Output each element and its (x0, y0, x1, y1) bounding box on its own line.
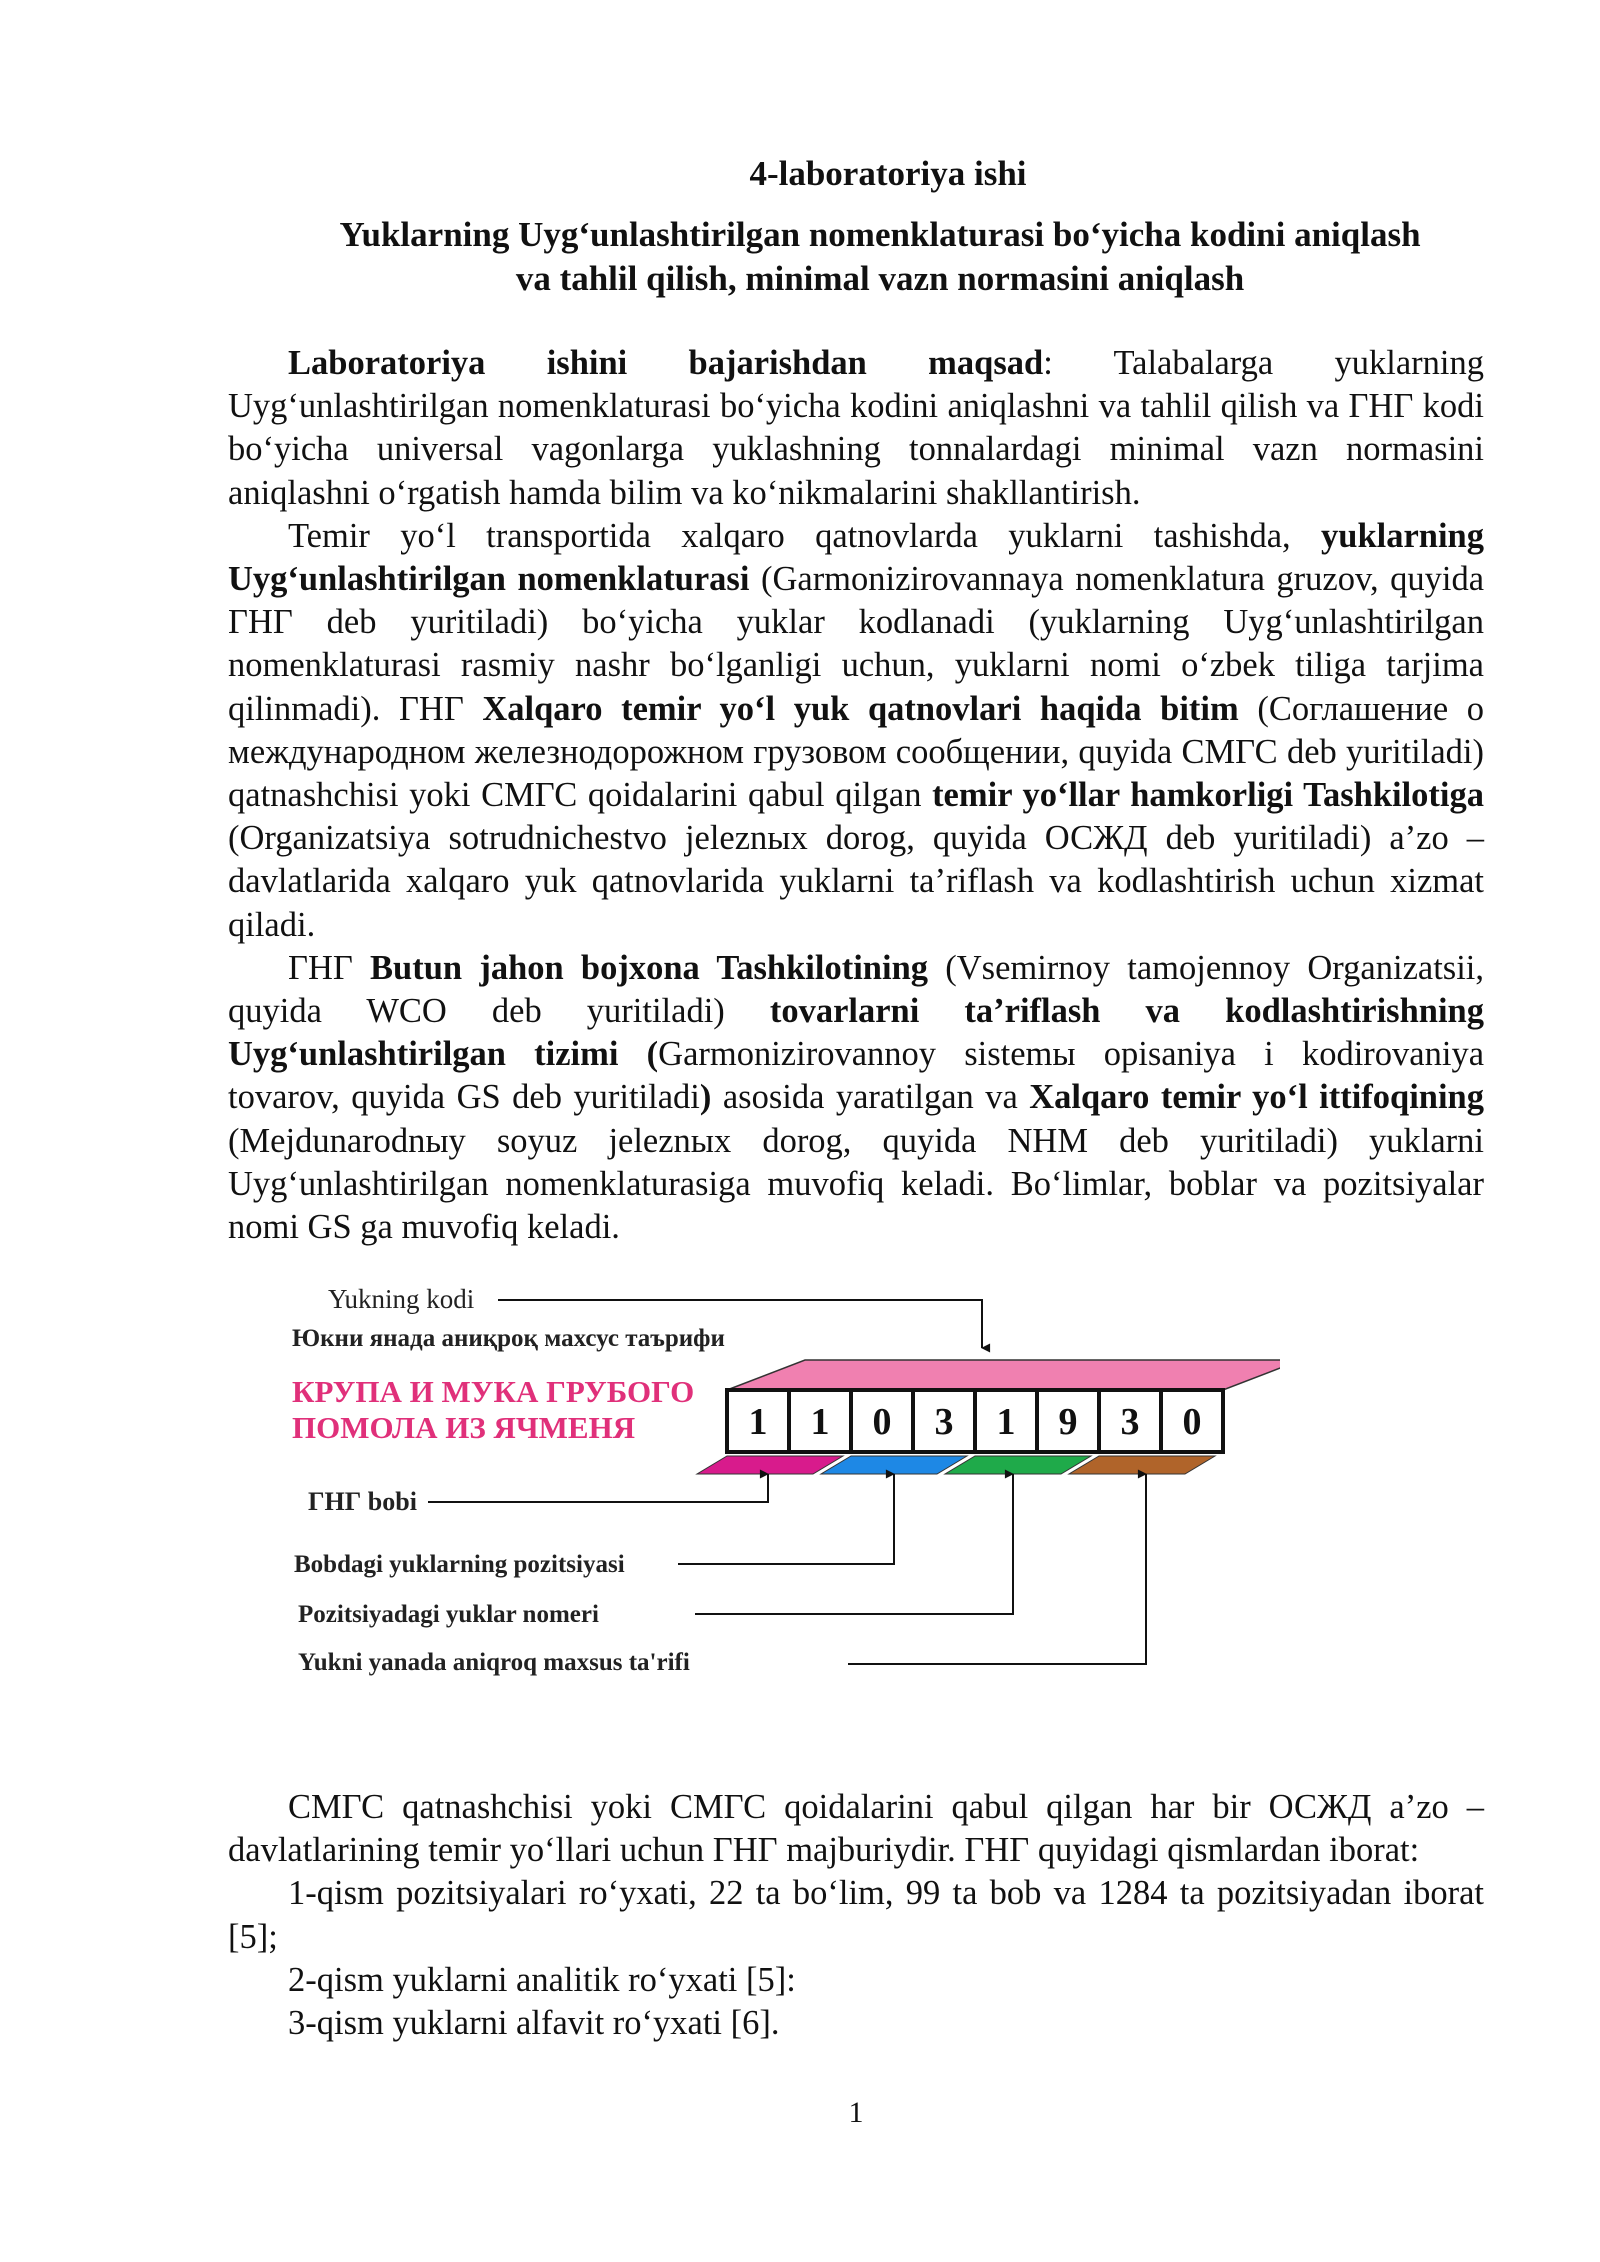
page-number: 1 (848, 2096, 864, 2129)
code-segment-1 (697, 1456, 843, 1474)
gng-text-5: (Mejdunarodnыy soyuz jeleznых dorog, quyida NHM deb yuritiladi) yuklarni Uyg‘unlashtirilgan nomenklaturasiga muvofiq keladi. Bo‘limlar, boblar va pozitsiyalar nomi GS ga muvofiq keladi. (228, 1121, 1484, 1247)
code-digit: 3 (1120, 1401, 1140, 1443)
intro-text-4: (Organizatsiya sotrudnichestvo jeleznых dorog, quyida ОСЖД deb yuritiladi) a’zo – davlatlarida xalqaro yuk qatnovlarida yuklarni ta’riflash va kodlashtirish uchun xizmat qiladi. (228, 819, 1484, 944)
code-digit: 0 (1182, 1401, 1202, 1443)
body-text-bottom (228, 1786, 1484, 2045)
code-digit: 3 (934, 1401, 954, 1443)
paragraph-goal (228, 342, 1484, 515)
list-item-3: 3-qism yuklarni alfavit ro‘yxati [6]. (288, 2004, 780, 2043)
intro-text-1: Temir yo‘l transportida xalqaro qatnovlarda yuklarni tashishda, (288, 516, 1322, 555)
label-yukning-kodi: Yukning kodi (328, 1284, 475, 1314)
list-item-1: 1-qism pozitsiyalari ro‘yxati, 22 ta bo‘lim, 99 ta bob va 1284 ta pozitsiyadan iborat [5]; (228, 1874, 1484, 1956)
paragraph-gng (228, 947, 1484, 1249)
intro-bold-3: temir yo‘llar hamkorligi Tashkilotiga (932, 776, 1484, 815)
code-digit: 1 (810, 1401, 830, 1443)
paragraph-smgs: СМГС qatnashchisi yoki СМГС qoidalarini qabul qilgan har bir ОСЖД a’zo – davlatlarining temir yo‘llari uchun ГНГ majburiydir. ГНГ quyidagi qismlardan iborat: (228, 1788, 1484, 1870)
gng-bold-1: Butun jahon bojxona Tashkilotining (370, 948, 929, 987)
arrow-bob (428, 1474, 768, 1502)
code-digit: 0 (872, 1401, 892, 1443)
arrow-tarif (848, 1474, 1146, 1664)
code-digit: 1 (996, 1401, 1016, 1443)
label-nomer: Pozitsiyadagi yuklar nomeri (298, 1601, 599, 1628)
intro-bold-1: yuklarning Uyg‘unlashtirilgan nomenklaturasi (228, 516, 1484, 599)
label-subtitle-ru: Юкни янада аниқроқ махсус таърифи (292, 1325, 725, 1352)
code-structure-diagram (280, 1278, 1280, 1708)
label-gng-bobi: ГНГ bobi (308, 1487, 417, 1516)
code-segment-4 (1069, 1456, 1215, 1474)
product-name-line-1: КРУПА И МУКА ГРУБОГО (292, 1374, 695, 1409)
code-digit: 1 (748, 1401, 768, 1443)
document-subtitle (280, 213, 1480, 301)
gng-bold-3: ) (699, 1078, 712, 1117)
code-digits (727, 1390, 1223, 1452)
code-segments (697, 1456, 1215, 1474)
document-title: 4-laboratoriya ishi (749, 154, 1027, 193)
gng-bold-2: tovarlarni ta’riflash va kodlashtirishning Uyg‘unlashtirilgan tizimi ( (228, 992, 1484, 1074)
gng-text-4: asosida yaratilgan va (711, 1078, 1030, 1117)
gng-text-2: (Vsemirnoy tamojennoy Organizatsii, quyida WCO deb yuritiladi) (228, 948, 1485, 1031)
code-segment-3 (945, 1456, 1091, 1474)
gng-text-3: Garmonizirovannoy sistemы opisaniya i kodirovaniya tovarov, quyida GS deb yuritiladi (228, 1035, 1485, 1117)
subtitle-line-2: va tahlil qilish, minimal vazn normasini aniqlash (515, 259, 1245, 298)
code-top-face (727, 1360, 1280, 1390)
goal-text: : Talabalarga yuklarning Uyg‘unlashtirilgan nomenklaturasi bo‘yicha kodini aniqlashni va tahlil qilish va ГНГ kodi bo‘yicha universal vagonlarga yuklashning tonnalardagi minimal vazn normasini aniqlashni o‘rgatish hamda bilim va ko‘nikmalarini shakllantirish. (228, 344, 1484, 512)
intro-bold-2: Xalqaro temir yo‘l yuk qatnovlari haqida bitim (482, 689, 1239, 728)
subtitle-line-1: Yuklarning Uyg‘unlashtirilgan nomenklaturasi bo‘yicha kodini aniqlash (339, 215, 1421, 254)
arrow-nomer (695, 1474, 1013, 1614)
label-pozitsiya: Bobdagi yuklarning pozitsiyasi (294, 1551, 625, 1578)
label-tarif: Yukni yanada aniqroq maxsus ta'rifi (298, 1649, 690, 1676)
body-text-top (228, 342, 1484, 1249)
goal-label: Laboratoriya ishini bajarishdan maqsad (288, 344, 1044, 382)
code-digit: 9 (1058, 1401, 1078, 1443)
gng-bold-4: Xalqaro temir yo‘l ittifoqining (1029, 1078, 1484, 1117)
list-item-2: 2-qism yuklarni analitik ro‘yxati [5]: (288, 1960, 796, 1999)
code-segment-2 (821, 1456, 967, 1474)
paragraph-intro (228, 515, 1484, 947)
product-name-line-2: ПОМОЛА ИЗ ЯЧМЕНЯ (292, 1410, 636, 1445)
intro-text-2: (Garmonizirovannaya nomenklatura gruzov, quyida ГНГ deb yuritiladi) bo‘yicha yuklar kodlanadi (yuklarning Uyg‘unlashtirilgan nomenklaturasi rasmiy nashr bo‘lganligi uchun, yuklarni nomi o‘zbek tiliga tarjima qilinmadi). ГНГ (228, 560, 1485, 728)
gng-text-1: ГНГ (288, 948, 371, 987)
intro-text-3: (Соглашение о международном железнодорожном грузовом сообщении, quyida СМГС deb yuritiladi) qatnashchisi yoki СМГС qoidalarini qabul qilgan (228, 689, 1484, 815)
arrow-pozitsiya (678, 1474, 894, 1564)
